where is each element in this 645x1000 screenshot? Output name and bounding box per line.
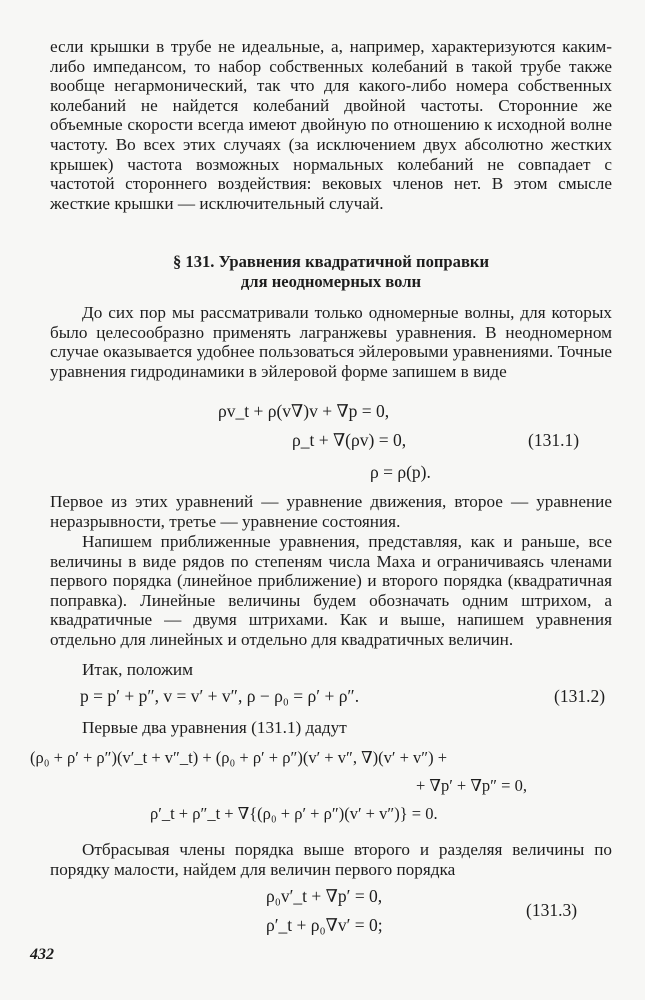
equation-number-131-3: (131.3)	[526, 900, 578, 920]
paragraph-first-order: Отбрасывая члены порядка выше второго и разделяя величины по порядку малости, найдем для величин первого порядка	[50, 840, 612, 879]
page-number: 432	[30, 946, 54, 963]
equation-expanded-motion-line2: + ∇p′ + ∇p″ = 0,	[416, 776, 527, 795]
paragraph-approximation: Напишем приближенные уравнения, представляя, как и раньше, все величины в виде рядов по степеням числа Маха и ограничиваясь членами первого порядка (линейное приближение) и второго порядка (квадратичная поправка). Линейные величины будем обозначать одним штрихом, а квадратичные — двумя штрихами. Как и выше, напишем уравнения отдельно для линейных и отдельно для квадратичных величин.	[50, 532, 612, 649]
equation-number-131-2: (131.2)	[554, 686, 606, 706]
paragraph-crystal-caps: если крышки в трубе не идеальные, а, например, характеризуются каким-либо импедансом, то набор собственных колебаний в такой трубе также вообще негармонический, так что для какого-либо номера собственных колебаний не найдется колебаний двойной частоты. Сторонние же объемные скорости всегда имеют двойную по отношению к исходной волне частоту. Во всех этих случаях (за исключением двух абсолютно жестких крышек) частота возможных нормальных колебаний не совпадает с частотой стороннего воздействия: вековых членов нет. В этом смысле жесткие крышки — исключительный случай.	[50, 37, 612, 213]
equation-131-1-continuity: ρ_t + ∇(ρv) = 0,	[292, 430, 407, 450]
section-heading	[50, 252, 612, 292]
equation-expanded-motion-line1: (ρ₀ + ρ′ + ρ″)(v′_t + v″_t) + (ρ₀ + ρ′ + ρ″)(v′ + v″, ∇)(v′ + v″) +	[30, 748, 448, 767]
equation-131-1-motion: ρv_t + ρ(v∇)v + ∇p = 0,	[218, 401, 390, 421]
equation-131-2: p = p′ + p″, v = v′ + v″, ρ − ρ₀ = ρ′ + ρ″.	[80, 686, 360, 706]
paragraph-equation-names: Первое из этих уравнений — уравнение движения, второе — уравнение неразрывности, третье — уравнение состояния.	[50, 492, 612, 531]
equation-131-3-continuity: ρ′_t + ρ₀∇v′ = 0;	[266, 915, 383, 935]
equation-131-3-motion: ρ₀v′_t + ∇p′ = 0,	[266, 886, 383, 906]
section-heading-line1: § 131. Уравнения квадратичной поправки	[172, 252, 490, 271]
paragraph-first-two: Первые два уравнения (131.1) дадут	[82, 718, 347, 737]
equation-expanded-continuity: ρ′_t + ρ″_t + ∇{(ρ₀ + ρ′ + ρ″)(v′ + v″)} = 0.	[150, 804, 438, 823]
equation-number-131-1: (131.1)	[528, 430, 580, 450]
paragraph-intro-euler: До сих пор мы рассматривали только одномерные волны, для которых было целесообразно применять лагранжевы уравнения. В неодномерном случае оказывается удобнее пользоваться эйлеровыми уравнениями. Точные уравнения гидродинамики в эйлеровой форме запишем в виде	[50, 303, 612, 381]
paragraph-let: Итак, положим	[82, 660, 193, 679]
equation-131-1-state: ρ = ρ(p).	[370, 462, 431, 482]
section-heading-line2: для неодномерных волн	[240, 272, 422, 291]
